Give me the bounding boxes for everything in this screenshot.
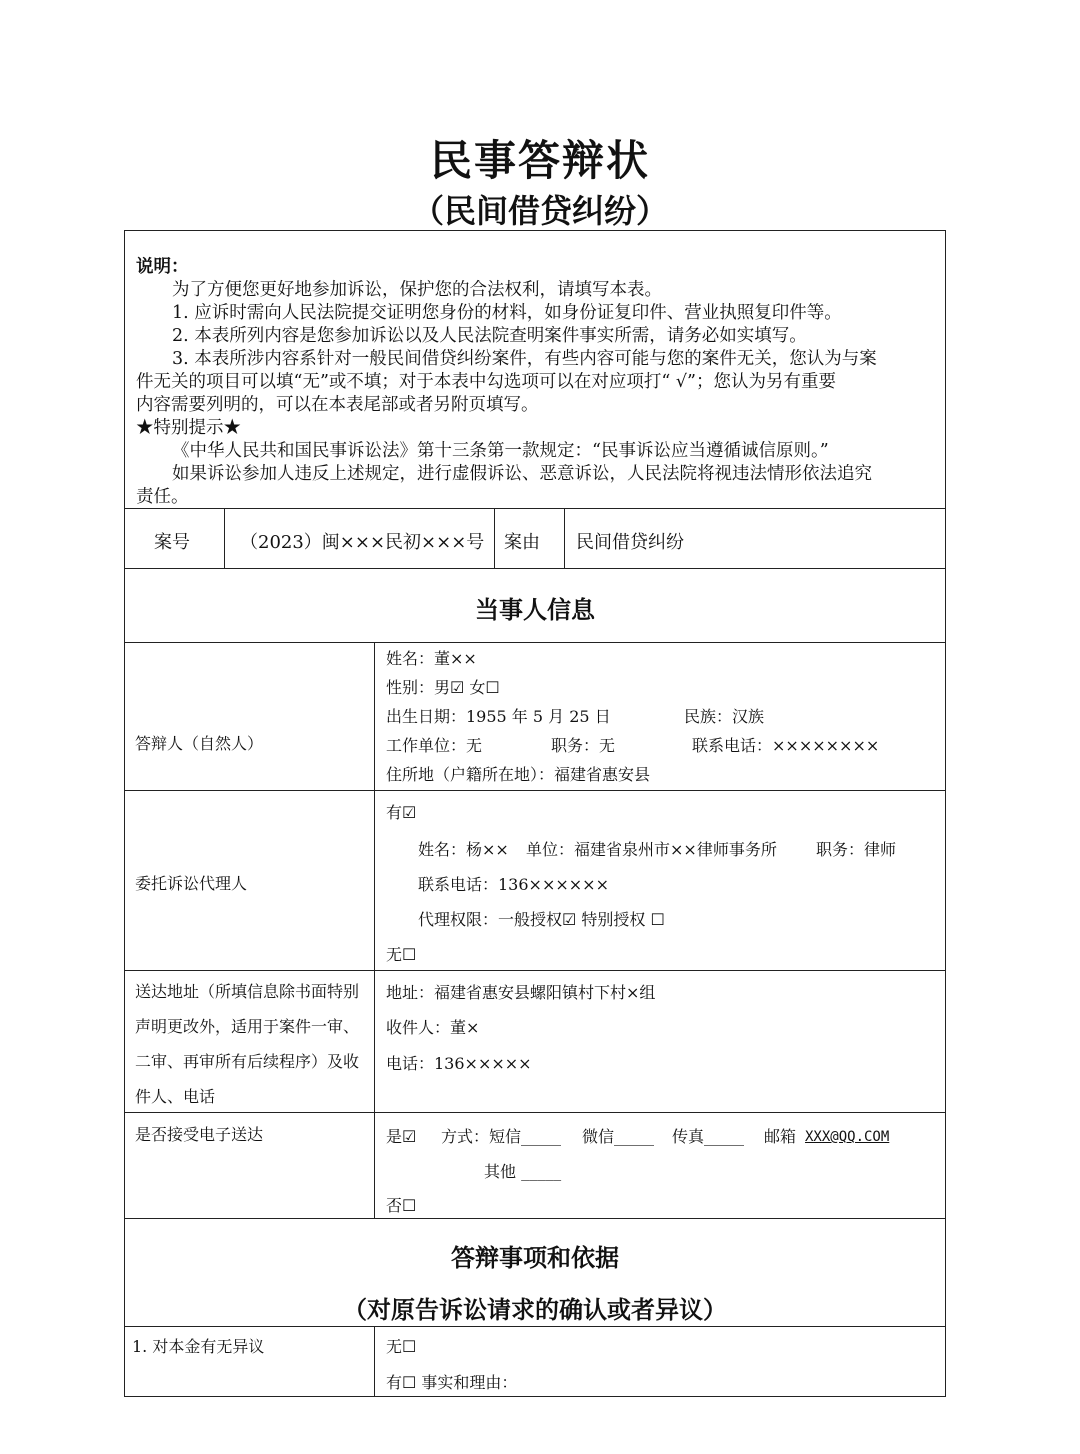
special-tip-2-line1: 如果诉讼参加人违反上述规定，进行虚假诉讼、恶意诉讼，人民法院将视违法情形依法追究 [172,464,872,484]
agent-label: 委托诉讼代理人 [135,874,248,893]
special-tip-heading: ★特别提示★ [136,418,241,438]
electronic-fax: 传真_____ [672,1127,745,1146]
case-cause-value: 民间借贷纠纷 [576,532,684,553]
electronic-method: 方式：短信_____ [441,1127,562,1146]
row-divider [124,970,946,971]
electronic-email-label: 邮箱 [764,1127,797,1146]
instruction-3-line1: 3. 本表所涉内容系针对一般民间借贷纠纷案件，有些内容可能与您的案件无关，您认为与案 [172,349,877,369]
respondent-ethnicity: 民族：汉族 [684,707,765,726]
electronic-other: 其他 _____ [484,1162,562,1181]
row-divider [124,1326,946,1327]
item1-has: 有☐ 事实和理由： [386,1373,518,1392]
case-number-label: 案号 [154,532,190,553]
row-divider [124,508,946,509]
document-title: 民事答辩状 [429,136,650,185]
respondent-gender: 性别：男☑ 女☐ [386,678,500,697]
section-party-info: 当事人信息 [475,596,595,624]
respondent-birth: 出生日期：1955 年 5 月 25 日 [386,707,611,726]
row-divider [124,1112,946,1113]
electronic-wechat: 微信_____ [582,1127,655,1146]
instruction-3-line3: 内容需要列明的，可以在本表尾部或者另附页填写。 [136,395,539,415]
electronic-label: 是否接受电子送达 [135,1125,264,1144]
agent-authority: 代理权限：一般授权☑ 特别授权 ☐ [418,910,665,929]
service-label-line2: 声明更改外，适用于案件一审、 [135,1017,360,1036]
section-defense-subtitle: （对原告诉讼请求的确认或者异议） [343,1296,727,1324]
respondent-address: 住所地（户籍所在地）：福建省惠安县 [386,765,651,784]
col-divider [374,1326,375,1397]
respondent-phone: 联系电话：×××××××× [692,736,880,755]
row-divider [124,568,946,569]
row-divider [124,642,946,643]
col-divider [224,508,225,568]
instruction-2: 2. 本表所列内容是您参加诉讼以及人民法院查明案件事实所需，请务必如实填写。 [172,326,807,346]
col-divider [374,642,375,1218]
agent-unit: 单位：福建省泉州市××律师事务所 [526,840,777,859]
agent-none: 无☐ [386,945,417,964]
instruction-3-line2: 件无关的项目可以填“无”或不填；对于本表中勾选项可以在对应项打“ √”；您认为另有重要 [136,372,836,392]
electronic-no: 否☐ [386,1196,417,1215]
row-divider [124,790,946,791]
special-tip-1: 《中华人民共和国民事诉讼法》第十三条第一款规定：“民事诉讼应当遵循诚信原则。” [172,441,829,461]
electronic-yes: 是☑ [386,1127,417,1146]
electronic-email-value: XXX@QQ.COM [805,1129,890,1145]
case-cause-label: 案由 [504,532,540,553]
item1-none: 无☐ [386,1337,417,1356]
item1-label: 1. 对本金有无异议 [132,1337,265,1356]
service-label-line4: 件人、电话 [135,1087,216,1106]
respondent-employer: 工作单位：无 [386,736,483,755]
section-defense-title: 答辩事项和依据 [451,1244,619,1272]
special-tip-2-line2: 责任。 [136,487,189,507]
instructions-heading: 说明： [136,257,189,277]
agent-position: 职务：律师 [816,840,897,859]
col-divider [564,508,565,568]
service-label-line1: 送达地址（所填信息除书面特别 [135,982,360,1001]
respondent-position: 职务：无 [551,736,616,755]
service-label-line3: 二审、再审所有后续程序）及收 [135,1052,360,1071]
document-subtitle: （民间借贷纠纷） [411,192,668,230]
col-divider [494,508,495,568]
agent-name: 姓名：杨×× [418,840,509,859]
case-number-value: （2023）闽×××民初×××号 [240,532,485,553]
service-phone: 电话：136××××× [386,1054,532,1073]
service-address: 地址：福建省惠安县螺阳镇村下村×组 [386,983,656,1002]
agent-has: 有☑ [386,803,417,822]
instruction-1: 1. 应诉时需向人民法院提交证明您身份的材料，如身份证复印件、营业执照复印件等。 [172,303,842,323]
respondent-label: 答辩人（自然人） [135,734,264,753]
respondent-name: 姓名：董×× [386,649,477,668]
row-divider [124,1218,946,1219]
instructions-intro: 为了方便您更好地参加诉讼，保护您的合法权利，请填写本表。 [172,280,662,300]
service-recipient: 收件人：董× [386,1018,480,1037]
agent-phone: 联系电话：136×××××× [418,875,609,894]
